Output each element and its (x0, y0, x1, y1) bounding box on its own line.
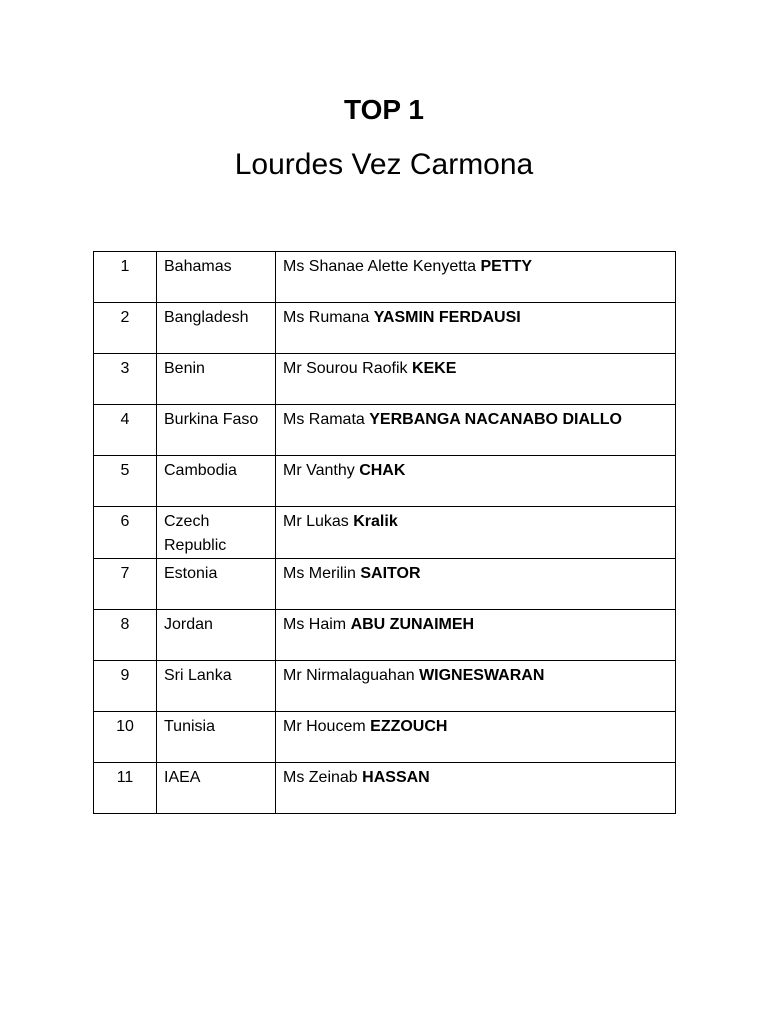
given-name: Ms Shanae Alette Kenyetta (283, 258, 477, 275)
country-cell: Estonia (157, 559, 276, 610)
surname: ABU ZUNAIMEH (350, 616, 475, 633)
participant-name-cell (276, 456, 676, 507)
row-number: 11 (94, 763, 157, 814)
row-number: 8 (94, 610, 157, 661)
table-row (94, 559, 676, 610)
page-title: TOP 1 (344, 94, 424, 125)
given-name: Ms Rumana (283, 309, 370, 326)
surname: KEKE (411, 360, 457, 377)
country-cell: Benin (157, 354, 276, 405)
given-name: Ms Haim (283, 616, 347, 633)
given-name: Ms Ramata (283, 411, 365, 428)
surname: PETTY (480, 258, 533, 275)
page-subtitle: Lourdes Vez Carmona (234, 148, 534, 181)
participant-name-cell (276, 303, 676, 354)
participants-table-body (94, 252, 676, 814)
table-row (94, 252, 676, 303)
country-cell: Tunisia (157, 712, 276, 763)
table-row (94, 507, 676, 559)
table-row (94, 405, 676, 456)
participants-table (93, 251, 676, 814)
participant-name-cell (276, 610, 676, 661)
country-cell: Cambodia (157, 456, 276, 507)
surname: SAITOR (360, 565, 421, 582)
table-row (94, 303, 676, 354)
table-row (94, 763, 676, 814)
surname: WIGNESWARAN (419, 667, 545, 684)
country-cell: Bahamas (157, 252, 276, 303)
table-row (94, 456, 676, 507)
country-cell: Jordan (157, 610, 276, 661)
surname: Kralik (353, 513, 398, 530)
given-name: Mr Nirmalaguahan (283, 667, 415, 684)
table-row (94, 610, 676, 661)
row-number: 3 (94, 354, 157, 405)
row-number: 4 (94, 405, 157, 456)
given-name: Mr Lukas (283, 513, 349, 530)
country-cell: Burkina Faso (157, 405, 276, 456)
row-number: 2 (94, 303, 157, 354)
given-name: Mr Houcem (283, 718, 366, 735)
participant-name-cell (276, 661, 676, 712)
surname: CHAK (359, 462, 406, 479)
participant-name-cell (276, 712, 676, 763)
country-cell: Sri Lanka (157, 661, 276, 712)
participant-name-cell (276, 354, 676, 405)
given-name: Ms Merilin (283, 565, 356, 582)
surname: YERBANGA NACANABO DIALLO (369, 411, 622, 428)
participant-name-cell (276, 252, 676, 303)
country-cell: Bangladesh (157, 303, 276, 354)
row-number: 5 (94, 456, 157, 507)
row-number: 7 (94, 559, 157, 610)
participant-name-cell (276, 559, 676, 610)
country-cell: IAEA (157, 763, 276, 814)
given-name: Mr Sourou Raofik (283, 360, 408, 377)
row-number: 1 (94, 252, 157, 303)
country-cell: Czech Republic (157, 507, 276, 559)
participant-name-cell (276, 507, 676, 559)
row-number: 10 (94, 712, 157, 763)
table-row (94, 712, 676, 763)
surname: YASMIN FERDAUSI (373, 309, 521, 326)
table-row (94, 661, 676, 712)
row-number: 9 (94, 661, 157, 712)
row-number: 6 (94, 507, 157, 559)
participant-name-cell (276, 763, 676, 814)
table-row (94, 354, 676, 405)
given-name: Mr Vanthy (283, 462, 355, 479)
surname: HASSAN (362, 769, 430, 786)
participant-name-cell (276, 405, 676, 456)
surname: EZZOUCH (370, 718, 448, 735)
given-name: Ms Zeinab (283, 769, 358, 786)
